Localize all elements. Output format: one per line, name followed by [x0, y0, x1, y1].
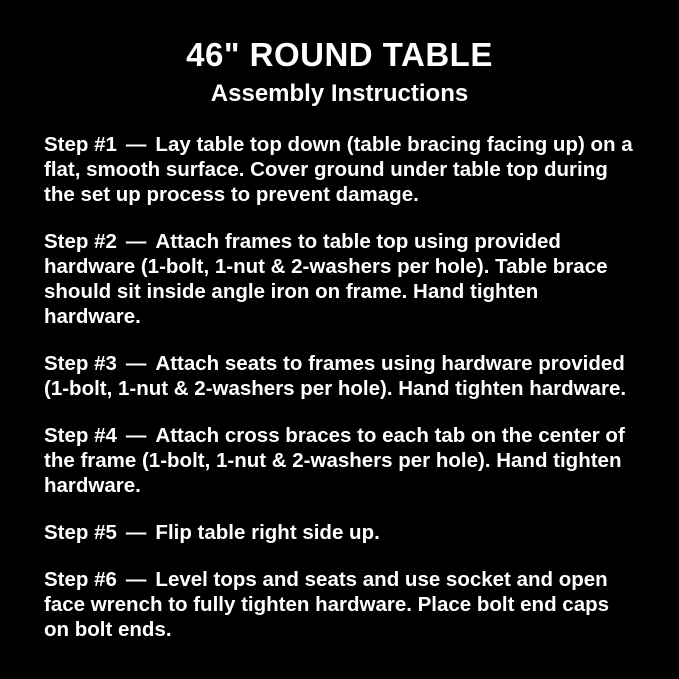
step-label: Step #1	[44, 132, 117, 156]
step-dash: —	[125, 520, 147, 544]
step-label: Step #4	[44, 423, 117, 447]
step-dash: —	[125, 132, 147, 156]
step-label: Step #6	[44, 567, 117, 591]
step-dash: —	[125, 229, 147, 253]
step-dash: —	[125, 567, 147, 591]
step-item-5	[44, 520, 637, 545]
step-item-2	[44, 229, 637, 329]
step-dash: —	[125, 423, 147, 447]
step-text: Flip table right side up.	[155, 520, 380, 544]
step-text: Lay table top down (table bracing facing up) on a flat, smooth surface. Cover ground under table top during the set up process to prevent damage.	[44, 132, 633, 206]
step-text: Attach frames to table top using provided hardware (1-bolt, 1-nut & 2-washers per hole). Table brace should sit inside angle iron on frame. Hand tighten hardware.	[44, 229, 608, 328]
step-text: Level tops and seats and use socket and open face wrench to fully tighten hardware. Place bolt end caps on bolt ends.	[44, 567, 610, 641]
step-item-6	[44, 567, 637, 642]
step-text: Attach seats to frames using hardware provided (1-bolt, 1-nut & 2-washers per hole). Hand tighten hardware.	[44, 351, 627, 400]
page-title: 46" ROUND TABLE	[186, 36, 493, 73]
steps-list	[44, 132, 637, 642]
page-subtitle: Assembly Instructions	[210, 79, 469, 107]
step-label: Step #3	[44, 351, 117, 375]
step-item-1	[44, 132, 637, 207]
step-item-4	[44, 423, 637, 498]
step-label: Step #2	[44, 229, 117, 253]
step-label: Step #5	[44, 520, 117, 544]
step-text: Attach cross braces to each tab on the center of the frame (1-bolt, 1-nut & 2-washers per hole). Hand tighten hardware.	[44, 423, 625, 497]
step-dash: —	[125, 351, 147, 375]
poster-header	[0, 0, 679, 108]
step-item-3	[44, 351, 637, 401]
